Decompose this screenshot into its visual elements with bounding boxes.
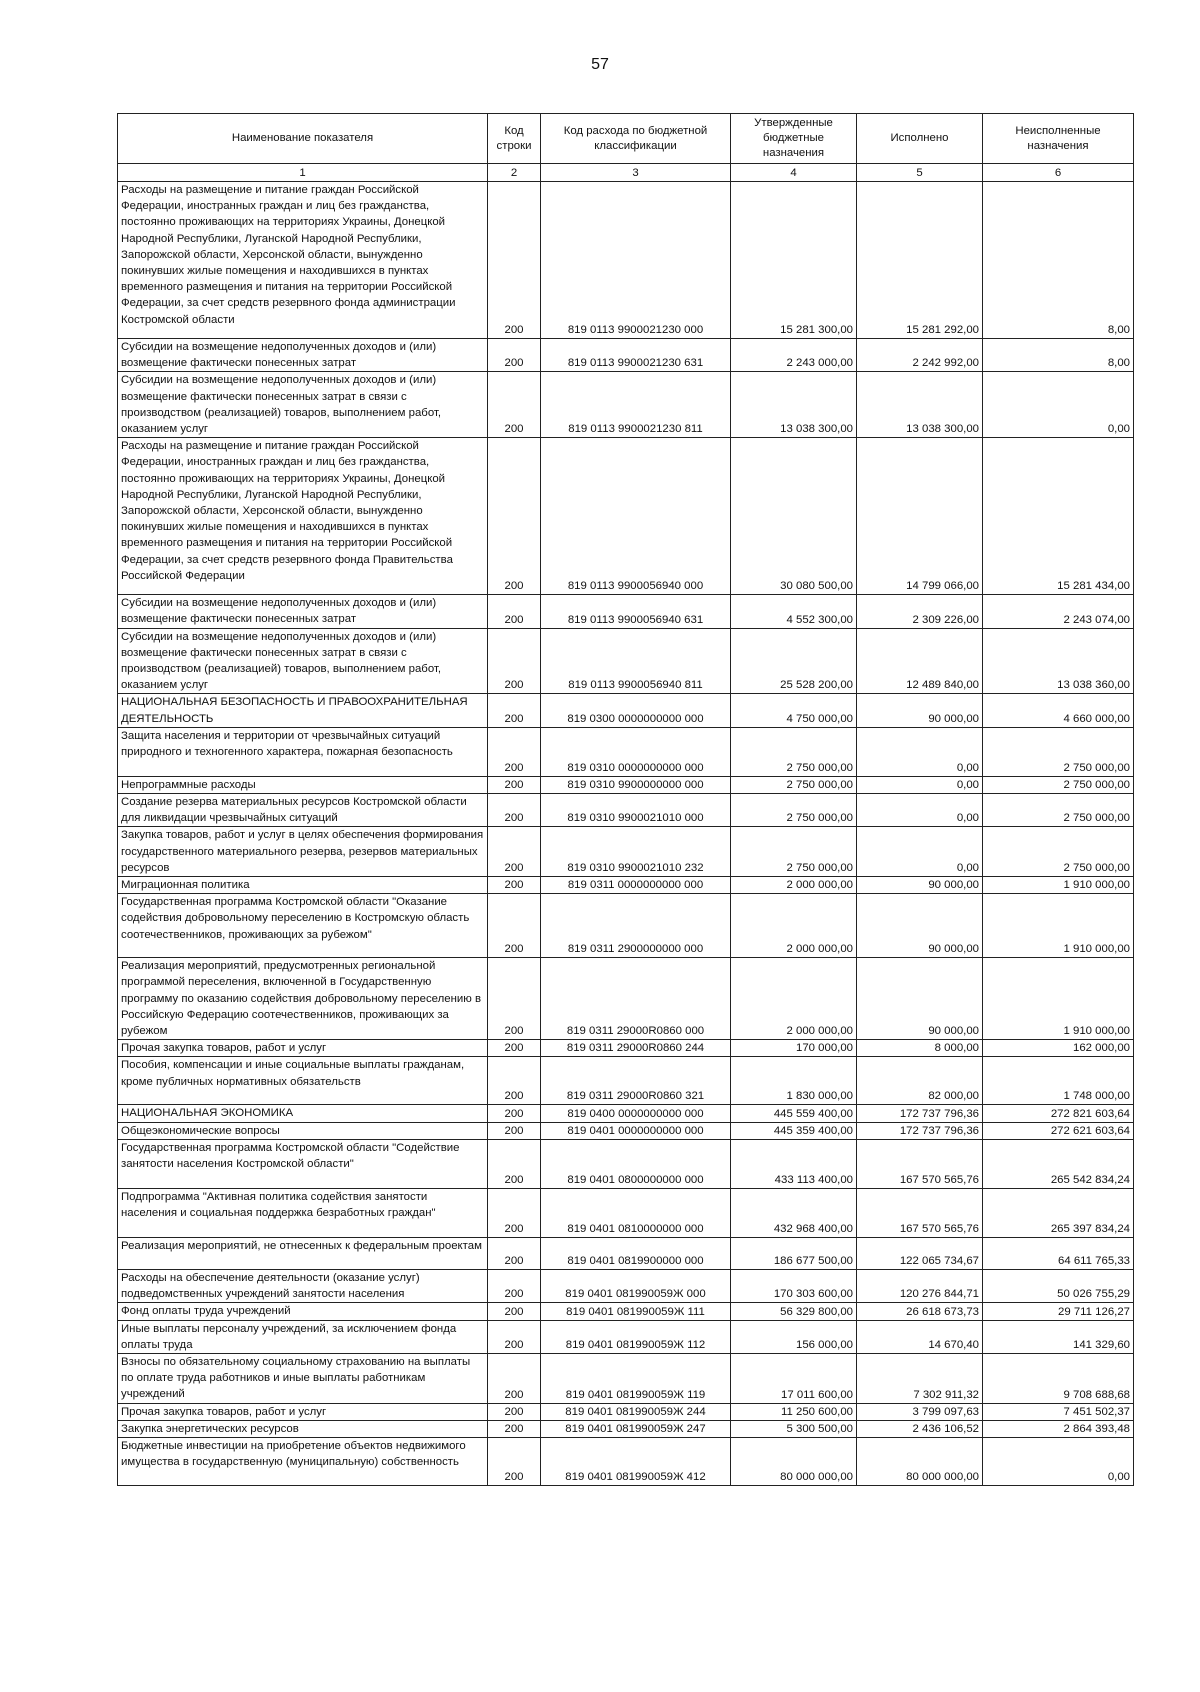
table-row [118,894,1134,958]
row-executed: 90 000,00 [857,877,983,894]
row-kbk: 819 0401 0819900000 000 [541,1237,731,1269]
row-approved: 2 750 000,00 [731,827,857,877]
row-executed: 2 242 992,00 [857,339,983,372]
table-row [118,694,1134,727]
row-unexecuted: 2 750 000,00 [983,827,1134,877]
table-row [118,372,1134,438]
row-approved: 2 000 000,00 [731,894,857,958]
row-approved: 2 750 000,00 [731,727,857,776]
row-kbk: 819 0113 9900021230 000 [541,182,731,339]
row-unexecuted: 265 542 834,24 [983,1139,1134,1188]
table-row [118,1437,1134,1485]
row-name: Фонд оплаты труда учреждений [118,1303,488,1320]
row-unexecuted: 9 708 688,68 [983,1353,1134,1403]
table-row [118,1122,1134,1139]
row-name: Прочая закупка товаров, работ и услуг [118,1040,488,1057]
row-approved: 4 552 300,00 [731,595,857,628]
row-kbk: 819 0310 9900000000 000 [541,776,731,793]
row-name: Закупка товаров, работ и услуг в целях обеспечения формирования государственного материального резерва, резервов материальных ресурсов [118,827,488,877]
row-executed: 7 302 911,32 [857,1353,983,1403]
row-executed: 13 038 300,00 [857,372,983,438]
row-line-code: 200 [488,1437,541,1485]
row-executed: 120 276 844,71 [857,1269,983,1302]
row-name: Иные выплаты персоналу учреждений, за исключением фонда оплаты труда [118,1320,488,1353]
row-unexecuted: 13 038 360,00 [983,628,1134,694]
row-approved: 170 303 600,00 [731,1269,857,1302]
row-approved: 25 528 200,00 [731,628,857,694]
row-kbk: 819 0113 9900056940 000 [541,438,731,595]
row-approved: 2 750 000,00 [731,794,857,827]
table-row [118,877,1134,894]
row-approved: 2 750 000,00 [731,776,857,793]
row-approved: 2 000 000,00 [731,877,857,894]
row-approved: 4 750 000,00 [731,694,857,727]
row-unexecuted: 162 000,00 [983,1040,1134,1057]
row-executed: 0,00 [857,794,983,827]
row-name: Общеэкономические вопросы [118,1122,488,1139]
table-header-row [118,114,1134,164]
row-unexecuted: 15 281 434,00 [983,438,1134,595]
column-number-row [118,164,1134,182]
row-executed: 90 000,00 [857,894,983,958]
row-approved: 30 080 500,00 [731,438,857,595]
column-number: 1 [118,164,488,182]
row-executed: 0,00 [857,776,983,793]
row-line-code: 200 [488,1237,541,1269]
row-kbk: 819 0311 29000R0860 000 [541,958,731,1040]
column-number: 5 [857,164,983,182]
row-line-code: 200 [488,958,541,1040]
row-line-code: 200 [488,1139,541,1188]
row-line-code: 200 [488,628,541,694]
row-unexecuted: 2 864 393,48 [983,1420,1134,1437]
row-approved: 2 000 000,00 [731,958,857,1040]
row-unexecuted: 29 711 126,27 [983,1303,1134,1320]
header-kbk: Код расхода по бюджетной классификации [541,114,731,164]
row-executed: 12 489 840,00 [857,628,983,694]
row-kbk: 819 0401 081990059Ж 112 [541,1320,731,1353]
row-kbk: 819 0311 29000R0860 321 [541,1057,731,1105]
header-approved: Утвержденные бюджетные назначения [731,114,857,164]
row-name: Расходы на размещение и питание граждан Российской Федерации, иностранных граждан и лиц без гражданства, постоянно проживающих на территориях Украины, Донецкой Народной Республики, Луганской Народной Республики, Запорожской области, Херсонской области, вынужденно покинувших жилые помещения и находившихся в пунктах временного размещения и питания на территории Российской Федерации, за счет средств резервного фонда Правительства Российской Федерации [118,438,488,595]
row-unexecuted: 0,00 [983,372,1134,438]
row-kbk: 819 0401 0000000000 000 [541,1122,731,1139]
row-approved: 186 677 500,00 [731,1237,857,1269]
table-row [118,339,1134,372]
row-approved: 156 000,00 [731,1320,857,1353]
row-name: Расходы на обеспечение деятельности (оказание услуг) подведомственных учреждений занятости населения [118,1269,488,1302]
row-line-code: 200 [488,438,541,595]
row-unexecuted: 2 750 000,00 [983,776,1134,793]
row-kbk: 819 0300 0000000000 000 [541,694,731,727]
row-line-code: 200 [488,1420,541,1437]
row-name: Субсидии на возмещение недополученных доходов и (или) возмещение фактически понесенных затрат [118,339,488,372]
row-name: Пособия, компенсации и иные социальные выплаты гражданам, кроме публичных нормативных обязательств [118,1057,488,1105]
row-executed: 14 799 066,00 [857,438,983,595]
row-line-code: 200 [488,1403,541,1420]
row-name: Миграционная политика [118,877,488,894]
table-row [118,727,1134,776]
row-approved: 433 113 400,00 [731,1139,857,1188]
table-row [118,1320,1134,1353]
row-kbk: 819 0401 0800000000 000 [541,1139,731,1188]
row-executed: 15 281 292,00 [857,182,983,339]
row-line-code: 200 [488,894,541,958]
row-name: НАЦИОНАЛЬНАЯ ЭКОНОМИКА [118,1105,488,1122]
row-unexecuted: 272 821 603,64 [983,1105,1134,1122]
row-line-code: 200 [488,1057,541,1105]
row-name: Взносы по обязательному социальному страхованию на выплаты по оплате труда работников и иные выплаты работникам учреждений [118,1353,488,1403]
table-row [118,595,1134,628]
row-line-code: 200 [488,1320,541,1353]
row-executed: 26 618 673,73 [857,1303,983,1320]
row-unexecuted: 2 750 000,00 [983,727,1134,776]
row-unexecuted: 50 026 755,29 [983,1269,1134,1302]
row-name: Субсидии на возмещение недополученных доходов и (или) возмещение фактически понесенных затрат в связи с производством (реализацией) товаров, выполнением работ, оказанием услуг [118,372,488,438]
row-approved: 11 250 600,00 [731,1403,857,1420]
row-executed: 122 065 734,67 [857,1237,983,1269]
row-name: Бюджетные инвестиции на приобретение объектов недвижимого имущества в государственную (муниципальную) собственность [118,1437,488,1485]
row-executed: 8 000,00 [857,1040,983,1057]
row-unexecuted: 1 910 000,00 [983,894,1134,958]
row-unexecuted: 0,00 [983,1437,1134,1485]
table-row [118,438,1134,595]
page-number: 57 [591,56,609,73]
row-approved: 170 000,00 [731,1040,857,1057]
row-line-code: 200 [488,694,541,727]
row-executed: 90 000,00 [857,958,983,1040]
row-line-code: 200 [488,1105,541,1122]
row-kbk: 819 0401 081990059Ж 119 [541,1353,731,1403]
table-row [118,1040,1134,1057]
row-kbk: 819 0401 081990059Ж 244 [541,1403,731,1420]
row-line-code: 200 [488,372,541,438]
row-approved: 80 000 000,00 [731,1437,857,1485]
header-executed: Исполнено [857,114,983,164]
table-row [118,1188,1134,1237]
table-row [118,1353,1134,1403]
row-kbk: 819 0310 0000000000 000 [541,727,731,776]
row-line-code: 200 [488,1040,541,1057]
row-name: Прочая закупка товаров, работ и услуг [118,1403,488,1420]
row-unexecuted: 141 329,60 [983,1320,1134,1353]
row-line-code: 200 [488,1269,541,1302]
row-executed: 80 000 000,00 [857,1437,983,1485]
header-line-code: Код строки [488,114,541,164]
row-line-code: 200 [488,727,541,776]
row-kbk: 819 0401 081990059Ж 412 [541,1437,731,1485]
row-kbk: 819 0400 0000000000 000 [541,1105,731,1122]
row-kbk: 819 0113 9900021230 811 [541,372,731,438]
row-executed: 0,00 [857,727,983,776]
row-unexecuted: 8,00 [983,182,1134,339]
row-approved: 2 243 000,00 [731,339,857,372]
row-executed: 172 737 796,36 [857,1122,983,1139]
row-name: Подпрограмма "Активная политика содействия занятости населения и социальная поддержка безработных граждан" [118,1188,488,1237]
column-number: 4 [731,164,857,182]
row-unexecuted: 1 910 000,00 [983,958,1134,1040]
row-approved: 15 281 300,00 [731,182,857,339]
row-kbk: 819 0311 29000R0860 244 [541,1040,731,1057]
budget-execution-table [117,113,1134,1486]
table-row [118,1139,1134,1188]
row-executed: 14 670,40 [857,1320,983,1353]
row-approved: 432 968 400,00 [731,1188,857,1237]
row-approved: 1 830 000,00 [731,1057,857,1105]
row-line-code: 200 [488,1353,541,1403]
table-body [118,182,1134,1486]
table-row [118,628,1134,694]
table-row [118,1403,1134,1420]
row-line-code: 200 [488,877,541,894]
row-executed: 3 799 097,63 [857,1403,983,1420]
table-row [118,1237,1134,1269]
row-approved: 17 011 600,00 [731,1353,857,1403]
row-name: Реализация мероприятий, предусмотренных региональной программой переселения, включенной в Государственную программу по оказанию содействия добровольному переселению в Российскую Федерацию соотечественников, проживающих за рубежом [118,958,488,1040]
row-name: Создание резерва материальных ресурсов Костромской области для ликвидации чрезвычайных ситуаций [118,794,488,827]
header-name: Наименование показателя [118,114,488,164]
row-unexecuted: 2 243 074,00 [983,595,1134,628]
row-line-code: 200 [488,776,541,793]
table-row [118,827,1134,877]
row-approved: 445 359 400,00 [731,1122,857,1139]
column-number: 3 [541,164,731,182]
row-name: Расходы на размещение и питание граждан Российской Федерации, иностранных граждан и лиц без гражданства, постоянно проживающих на территориях Украины, Донецкой Народной Республики, Луганской Народной Республики, Запорожской области, Херсонской области, вынужденно покинувших жилые помещения и находившихся в пунктах временного размещения и питания на территории Российской Федерации, за счет средств резервного фонда администрации Костромской области [118,182,488,339]
row-unexecuted: 272 621 603,64 [983,1122,1134,1139]
row-name: Закупка энергетических ресурсов [118,1420,488,1437]
row-approved: 445 559 400,00 [731,1105,857,1122]
row-name: Государственная программа Костромской области "Оказание содействия добровольному переселению в Костромскую область соотечественников, проживающих за рубежом" [118,894,488,958]
row-executed: 172 737 796,36 [857,1105,983,1122]
row-unexecuted: 64 611 765,33 [983,1237,1134,1269]
row-kbk: 819 0311 0000000000 000 [541,877,731,894]
row-unexecuted: 1 748 000,00 [983,1057,1134,1105]
row-kbk: 819 0401 0810000000 000 [541,1188,731,1237]
row-executed: 167 570 565,76 [857,1188,983,1237]
table-row [118,1303,1134,1320]
row-executed: 82 000,00 [857,1057,983,1105]
row-line-code: 200 [488,182,541,339]
row-approved: 5 300 500,00 [731,1420,857,1437]
row-executed: 2 309 226,00 [857,595,983,628]
row-kbk: 819 0401 081990059Ж 247 [541,1420,731,1437]
table-row [118,794,1134,827]
row-unexecuted: 1 910 000,00 [983,877,1134,894]
row-line-code: 200 [488,794,541,827]
row-name: Защита населения и территории от чрезвычайных ситуаций природного и техногенного характера, пожарная безопасность [118,727,488,776]
row-name: НАЦИОНАЛЬНАЯ БЕЗОПАСНОСТЬ И ПРАВООХРАНИТЕЛЬНАЯ ДЕЯТЕЛЬНОСТЬ [118,694,488,727]
row-line-code: 200 [488,595,541,628]
row-executed: 167 570 565,76 [857,1139,983,1188]
row-name: Субсидии на возмещение недополученных доходов и (или) возмещение фактически понесенных затрат в связи с производством (реализацией) товаров, выполнением работ, оказанием услуг [118,628,488,694]
row-executed: 2 436 106,52 [857,1420,983,1437]
table-row [118,1105,1134,1122]
table-row [118,1420,1134,1437]
row-executed: 90 000,00 [857,694,983,727]
row-name: Непрограммные расходы [118,776,488,793]
row-executed: 0,00 [857,827,983,877]
row-kbk: 819 0113 9900056940 811 [541,628,731,694]
row-approved: 56 329 800,00 [731,1303,857,1320]
column-number: 2 [488,164,541,182]
table-row [118,1057,1134,1105]
row-line-code: 200 [488,339,541,372]
row-approved: 13 038 300,00 [731,372,857,438]
row-unexecuted: 8,00 [983,339,1134,372]
row-unexecuted: 2 750 000,00 [983,794,1134,827]
column-number: 6 [983,164,1134,182]
row-kbk: 819 0310 9900021010 232 [541,827,731,877]
row-unexecuted: 265 397 834,24 [983,1188,1134,1237]
row-name: Государственная программа Костромской области "Содействие занятости населения Костромской области" [118,1139,488,1188]
row-name: Реализация мероприятий, не отнесенных к федеральным проектам [118,1237,488,1269]
row-unexecuted: 4 660 000,00 [983,694,1134,727]
table-row [118,776,1134,793]
row-line-code: 200 [488,1188,541,1237]
header-unexecuted: Неисполненные назначения [983,114,1134,164]
row-line-code: 200 [488,827,541,877]
row-kbk: 819 0113 9900056940 631 [541,595,731,628]
row-kbk: 819 0310 9900021010 000 [541,794,731,827]
row-kbk: 819 0401 081990059Ж 000 [541,1269,731,1302]
row-line-code: 200 [488,1122,541,1139]
table-row [118,958,1134,1040]
table-row [118,1269,1134,1302]
table-row [118,182,1134,339]
row-kbk: 819 0311 2900000000 000 [541,894,731,958]
row-kbk: 819 0113 9900021230 631 [541,339,731,372]
row-unexecuted: 7 451 502,37 [983,1403,1134,1420]
row-kbk: 819 0401 081990059Ж 111 [541,1303,731,1320]
row-line-code: 200 [488,1303,541,1320]
row-name: Субсидии на возмещение недополученных доходов и (или) возмещение фактически понесенных затрат [118,595,488,628]
